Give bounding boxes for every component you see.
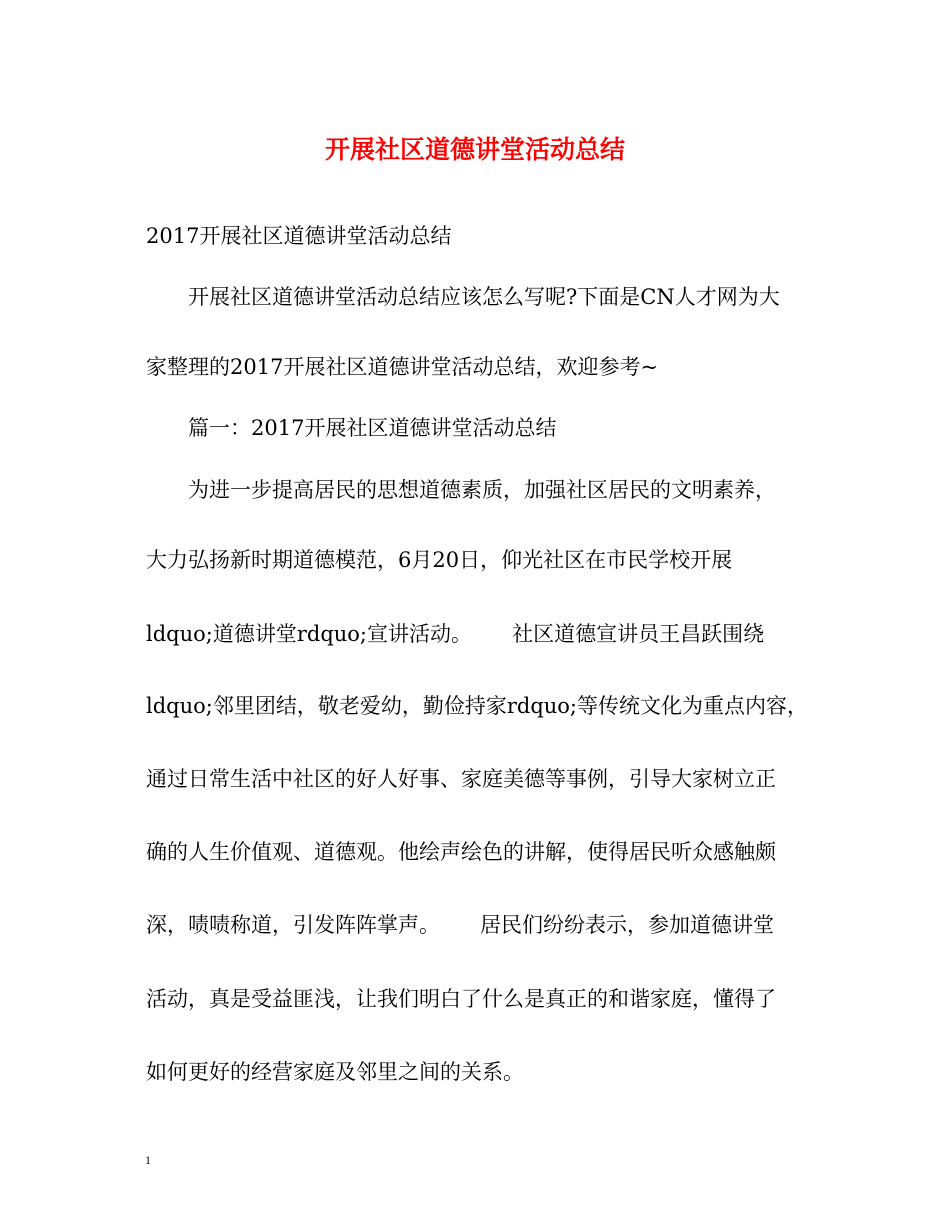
page-number: 1: [145, 1153, 151, 1167]
paragraph-line: 开展社区道德讲堂活动总结应该怎么写呢?下面是CN人才网为大: [188, 285, 780, 309]
paragraph-line: 通过日常生活中社区的好人好事、家庭美德等事例，引导大家树立正: [146, 767, 776, 791]
paragraph-line: 如何更好的经营家庭及邻里之间的关系。: [146, 1060, 524, 1084]
paragraph-line: 深，啧啧称道，引发阵阵掌声。 居民们纷纷表示，参加道德讲堂: [146, 913, 775, 937]
paragraph-line: 为进一步提高居民的思想道德素质，加强社区居民的文明素养，: [188, 478, 776, 502]
paragraph-line: 大力弘扬新时期道德模范，6月20日，仰光社区在市民学校开展: [146, 548, 733, 572]
paragraph-line: 家整理的2017开展社区道德讲堂活动总结，欢迎参考~: [146, 355, 659, 379]
document-subtitle: 2017开展社区道德讲堂活动总结: [146, 224, 452, 248]
document-title: 开展社区道德讲堂活动总结: [324, 135, 625, 164]
paragraph-line: 活动，真是受益匪浅，让我们明白了什么是真正的和谐家庭，懂得了: [146, 987, 776, 1011]
paragraph-line: 确的人生价值观、道德观。他绘声绘色的讲解，使得居民听众感触颇: [146, 840, 776, 864]
paragraph-line: ldquo;道德讲堂rdquo;宣讲活动。 社区道德宣讲员王昌跃围绕: [146, 622, 765, 646]
paragraph-line: ldquo;邻里团结，敬老爱幼，勤俭持家rdquo;等传统文化为重点内容，: [146, 694, 809, 718]
section-heading: 篇一：2017开展社区道德讲堂活动总结: [188, 416, 557, 440]
